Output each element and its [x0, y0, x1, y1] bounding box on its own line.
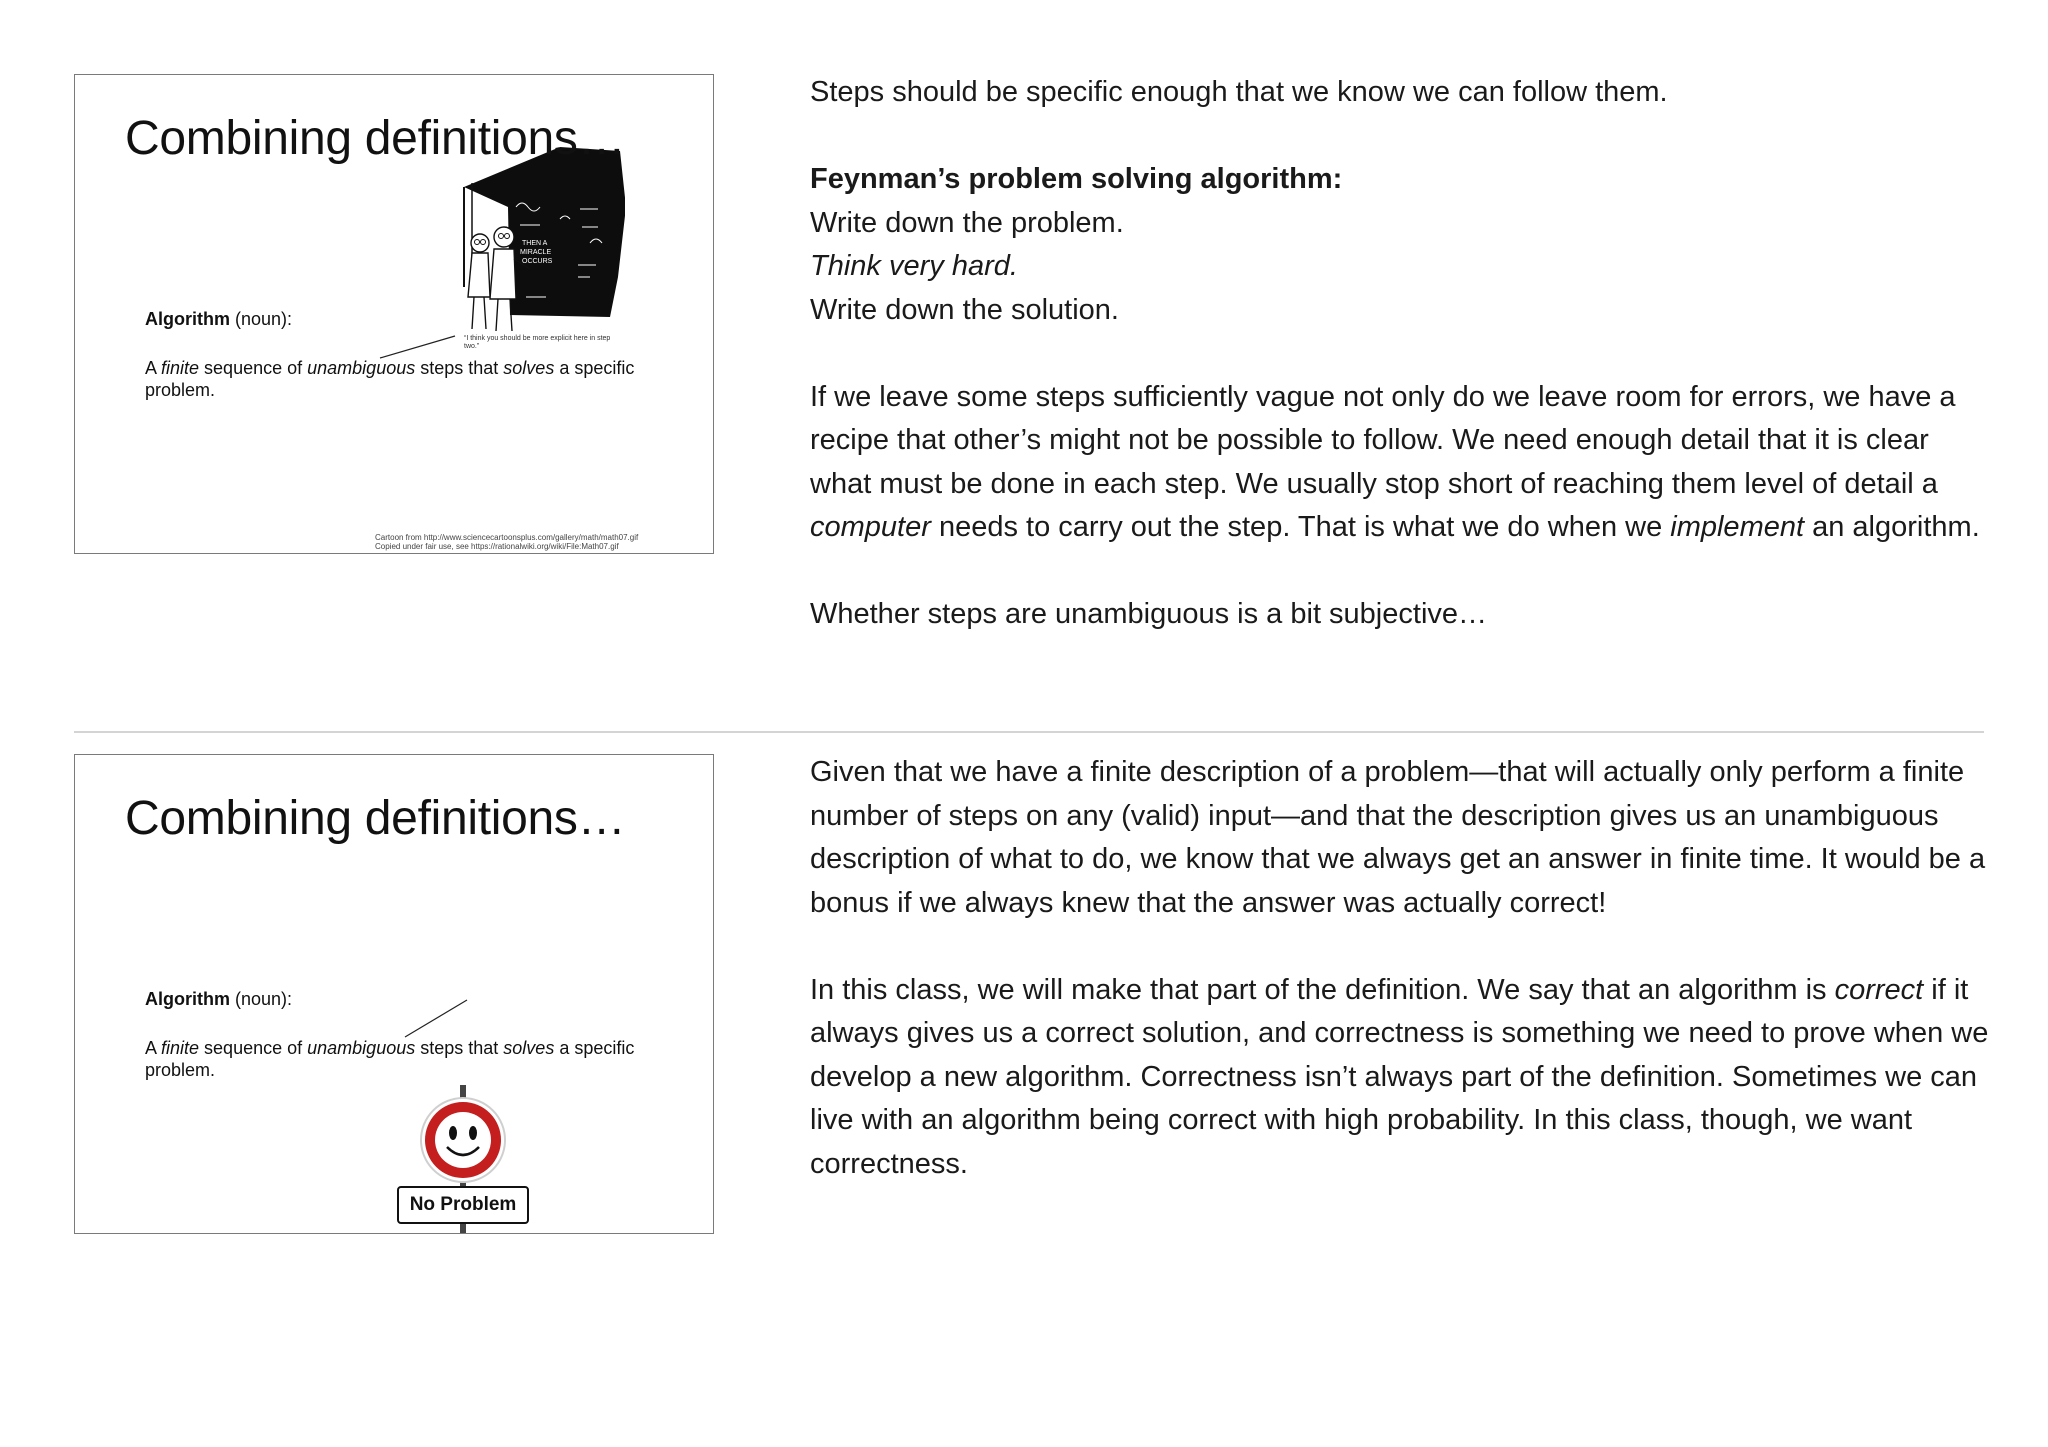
def-emph-solves: solves	[503, 1038, 555, 1058]
notes-paragraph	[810, 376, 1990, 550]
section-divider	[74, 731, 1984, 733]
notes-paragraph: Given that we have a finite description of a problem—that will actually only perform a finite number of steps on any (valid) input—and that the description gives us an unambiguous description of what to do, we know that we always get an answer in finite time. It would be a bonus if we always knew that the answer was actually correct!	[810, 756, 1986, 919]
def-emph-solves: solves	[503, 358, 555, 378]
notes-emph-correct: correct	[1834, 973, 1924, 1006]
notes-step: Write down the problem.	[810, 206, 1124, 239]
notes-text-span: If we leave some steps sufficiently vague not only do we leave room for errors, we have a recipe that other’s might not be possible to follow. We need enough detail that it is clear what must be done in each step. We usually stop short of reaching them level of detail a	[810, 380, 1956, 500]
definition-term: Algorithm	[145, 309, 230, 329]
def-emph-finite: finite	[161, 1038, 200, 1058]
sign-label: No Problem	[409, 1194, 517, 1215]
notes-paragraph: Whether steps are unambiguous is a bit subjective…	[810, 598, 1488, 630]
notes-text-span: In this class, we will make that part of the definition. We say that an algorithm is	[810, 973, 1835, 1006]
def-text-span: A	[145, 358, 162, 378]
def-text-span: a specific problem.	[145, 358, 635, 400]
cartoon-caption: “I think you should be more explicit here in step two.”	[464, 335, 611, 350]
def-text-span: steps that	[415, 1038, 504, 1058]
definition-label	[145, 309, 292, 330]
def-emph-finite: finite	[161, 358, 200, 378]
notes-section-2	[810, 751, 1990, 1186]
def-emph-unambiguous: unambiguous	[307, 358, 416, 378]
def-text-span: a specific problem.	[145, 1038, 635, 1080]
notes-paragraph	[810, 969, 1990, 1187]
def-text-span: sequence of	[199, 358, 308, 378]
notes-emph-computer: computer	[810, 511, 931, 543]
def-text-span: sequence of	[199, 1038, 308, 1058]
notes-step: Write down the solution.	[810, 293, 1119, 326]
credit-line: Copied under fair use, see https://rationalwiki.org/wiki/File:Math07.gif	[375, 542, 619, 551]
definition-pos: (noun):	[230, 309, 293, 329]
notes-text-span: if it always gives us a correct solution, and correctness is something we need to prove when we develop a new algorithm. Correctness isn’t always part of the definition. Sometimes we can live with an algorithm being correct with high probability. In this class, though, we want correctness.	[810, 973, 1989, 1180]
notes-section-1	[810, 71, 1990, 637]
image-credit	[375, 533, 638, 551]
svg-text:OCCURS: OCCURS	[522, 258, 553, 265]
no-problem-sign-image	[75, 755, 714, 1234]
slide-title: Combining definitions…	[125, 792, 626, 845]
def-emph-unambiguous: unambiguous	[307, 1038, 416, 1058]
credit-line: Cartoon from http://www.sciencecartoonsplus.com/gallery/math/math07.gif	[375, 533, 639, 542]
notes-text-span: needs to carry out the step. That is what we do when we	[930, 511, 1671, 543]
definition-text	[145, 357, 645, 401]
slide-title: Combining definitions…	[125, 112, 626, 165]
notes-step: Think very hard.	[810, 250, 1018, 282]
notes-paragraph: Steps should be specific enough that we know we can follow them.	[810, 76, 1668, 108]
notes-text-span: an algorithm.	[1804, 511, 1980, 543]
def-text-span: A	[145, 1038, 162, 1058]
definition-term: Algorithm	[145, 989, 230, 1009]
slide-thumbnail-2	[74, 754, 714, 1234]
notes-emph-implement: implement	[1670, 511, 1805, 543]
notes-heading: Feynman’s problem solving algorithm:	[810, 163, 1343, 195]
def-text-span: steps that	[415, 358, 504, 378]
definition-pos: (noun):	[230, 989, 293, 1009]
slide-thumbnail-1	[74, 74, 714, 554]
svg-text:THEN A: THEN A	[522, 240, 548, 247]
svg-text:MIRACLE: MIRACLE	[520, 249, 552, 256]
